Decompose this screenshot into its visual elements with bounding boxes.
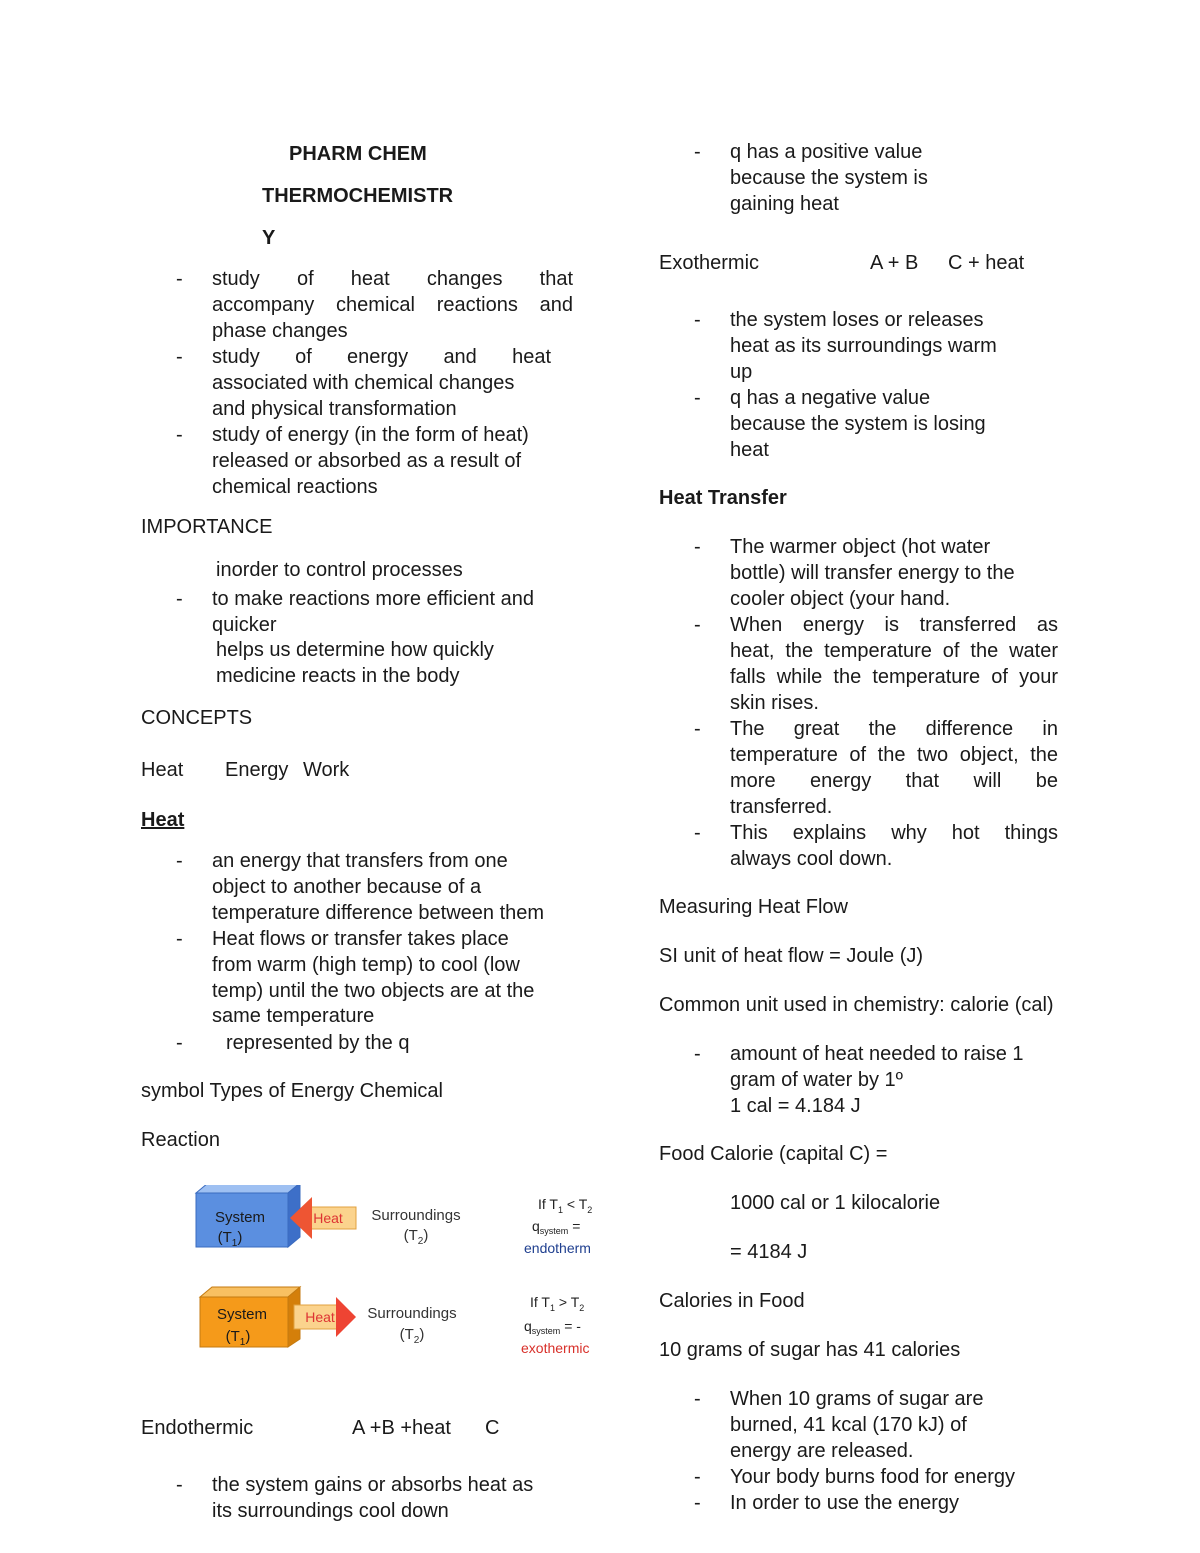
svg-text:Heat: Heat [305, 1309, 335, 1325]
list-item-line: cooler object (your hand. [730, 588, 951, 610]
heat-arrow-exo [336, 1297, 356, 1337]
list-item-line: the system gains or absorbs heat as [212, 1474, 534, 1496]
list-item-line: and physical transformation [212, 398, 457, 420]
exothermic-equation-product: C + heat [948, 252, 1025, 274]
list-item-line: chemical reactions [212, 476, 378, 498]
bullet-dash: - [176, 424, 183, 446]
bullet-dash: - [694, 614, 701, 636]
body-line: SI unit of heat flow = Joule (J) [659, 945, 924, 967]
list-item-line: because the system is [730, 167, 928, 189]
body-line: Reaction [141, 1129, 220, 1151]
list-item-line: burned, 41 kcal (170 kJ) of [730, 1414, 967, 1436]
bullet-dash: - [694, 1388, 701, 1410]
body-line: = 4184 J [730, 1241, 808, 1263]
list-item-line: associated with chemical changes [212, 372, 515, 394]
exothermic-diagram [200, 1287, 589, 1356]
list-item-line: up [730, 361, 753, 383]
list-item-line: its surroundings cool down [212, 1500, 449, 1522]
list-item-line: represented by the q [226, 1032, 410, 1054]
list-item-line: temperature of the two object, the [730, 744, 1058, 766]
list-item-line: heat as its surroundings warm [730, 335, 997, 357]
bullet-dash: - [176, 588, 183, 610]
list-item-line: always cool down. [730, 848, 893, 870]
list-item-line: falls while the temperature of your [730, 666, 1058, 688]
heat-heading: Heat [141, 809, 185, 831]
list-item-line: skin rises. [730, 692, 819, 714]
bullet-dash: - [694, 309, 701, 331]
body-line: Food Calorie (capital C) = [659, 1143, 888, 1165]
endothermic-label: endotherm [524, 1240, 591, 1256]
list-item-line: study of heat changes that [212, 268, 573, 290]
doc-subtitle: THERMOCHEMISTR [262, 185, 454, 207]
list-item-line: gram of water by 1º [730, 1069, 903, 1091]
bullet-dash: - [694, 1492, 701, 1514]
list-item-line: gaining heat [730, 193, 839, 215]
bullet-dash: - [694, 718, 701, 740]
list-item-line: an energy that transfers from one [212, 850, 508, 872]
list-item-line: q has a negative value [730, 387, 931, 409]
bullet-dash: - [176, 1032, 183, 1054]
list-item-line: The warmer object (hot water [730, 536, 991, 558]
bullet-dash: - [176, 268, 183, 290]
list-item-line: When 10 grams of sugar are [730, 1388, 984, 1410]
list-item-line: In order to use the energy [730, 1492, 960, 1514]
list-item-line: more energy that will be [730, 770, 1058, 792]
endothermic-label: Endothermic [141, 1417, 254, 1439]
doc-subtitle-cont: Y [262, 227, 276, 249]
concept-item: Work [303, 759, 350, 781]
bullet-dash: - [176, 850, 183, 872]
svg-text:qsystem = -: $q_{system}$ = - [524, 1318, 581, 1336]
svg-text:qsystem =: $q_{system}$ = [532, 1218, 581, 1236]
list-item-line: bottle) will transfer energy to the [730, 562, 1015, 584]
endothermic-diagram [196, 1185, 592, 1256]
list-item-line: temperature difference between them [212, 902, 545, 924]
system-label: System [214, 1209, 266, 1226]
list-item-line: This explains why hot things [730, 822, 1058, 844]
list-item-line: The great the difference in [730, 718, 1058, 740]
body-line: Common unit used in chemistry: calorie (cal) [659, 994, 1054, 1016]
svg-text:(T1): $(T_1)$ [225, 1328, 251, 1348]
list-item-line: heat [730, 439, 769, 461]
exothermic-equation: A + B [870, 252, 919, 274]
importance-line: quicker [212, 614, 277, 636]
endothermic-equation-product: C [485, 1417, 500, 1439]
concept-item: Energy [225, 759, 289, 781]
exothermic-label: Exothermic [659, 252, 760, 274]
body-line: 1000 cal or 1 kilocalorie [730, 1192, 941, 1214]
svg-text:Surroundings: Surroundings [371, 1207, 461, 1224]
concepts-heading: CONCEPTS [141, 707, 253, 729]
list-item-line: study of energy (in the form of heat) [212, 424, 529, 446]
list-item-line: temp) until the two objects are at the [212, 980, 535, 1002]
svg-text:(T2): $(T_2)$ [399, 1326, 425, 1346]
svg-text:(T1): $(T_1)$ [217, 1229, 243, 1249]
importance-line: medicine reacts in the body [216, 665, 460, 687]
heat-transfer-heading: Heat Transfer [659, 487, 787, 509]
body-line: symbol Types of Energy Chemical [141, 1080, 443, 1102]
bullet-dash: - [694, 387, 701, 409]
list-item-line: Your body burns food for energy [730, 1466, 1016, 1488]
list-item-line: q has a positive value [730, 141, 923, 163]
svg-text:(T2): $(T_2)$ [403, 1227, 429, 1247]
heat-flow-diagram [190, 1185, 610, 1360]
bullet-dash: - [694, 822, 701, 844]
body-line: Calories in Food [659, 1290, 805, 1312]
bullet-dash: - [694, 536, 701, 558]
endothermic-equation: A +B +heat [352, 1417, 451, 1439]
bullet-dash: - [176, 928, 183, 950]
bullet-dash: - [694, 1466, 701, 1488]
bullet-dash: - [694, 141, 701, 163]
body-line: 10 grams of sugar has 41 calories [659, 1339, 961, 1361]
list-item-line: from warm (high temp) to cool (low [212, 954, 520, 976]
list-item-line: because the system is losing [730, 413, 986, 435]
svg-text:Surroundings: Surroundings [367, 1305, 457, 1322]
bullet-dash: - [176, 346, 183, 368]
body-line: Measuring Heat Flow [659, 896, 848, 918]
bullet-dash: - [176, 1474, 183, 1496]
list-item-line: same temperature [212, 1005, 375, 1027]
list-item-line: amount of heat needed to raise 1 [730, 1043, 1024, 1065]
svg-text:Heat: Heat [313, 1210, 343, 1226]
list-item-line: Heat flows or transfer takes place [212, 928, 509, 950]
list-item-line: study of energy and heat [212, 346, 551, 368]
importance-line: inorder to control processes [216, 559, 463, 581]
concept-item: Heat [141, 759, 184, 781]
importance-line: helps us determine how quickly [216, 639, 494, 661]
svg-text:System: System [216, 1306, 268, 1323]
list-item-line: the system loses or releases [730, 309, 984, 331]
bullet-dash: - [694, 1043, 701, 1065]
doc-title: PHARM CHEM [289, 143, 427, 165]
exothermic-label: exothermic [521, 1340, 590, 1356]
svg-text:If T1 < T2: If $T_1 < T_2$ [538, 1196, 593, 1215]
importance-line: to make reactions more efficient and [212, 588, 535, 610]
list-item-line: accompany chemical reactions and [212, 294, 573, 316]
svg-text:If T1 > T2: If $T_1 > T_2$ [530, 1294, 585, 1313]
list-item-line: phase changes [212, 320, 348, 342]
list-item-line: object to another because of a [212, 876, 482, 898]
list-item-line: 1 cal = 4.184 J [730, 1095, 861, 1117]
importance-heading: IMPORTANCE [141, 516, 273, 538]
list-item-line: When energy is transferred as [730, 614, 1058, 636]
list-item-line: transferred. [730, 796, 833, 818]
list-item-line: energy are released. [730, 1440, 914, 1462]
list-item-line: released or absorbed as a result of [212, 450, 522, 472]
list-item-line: heat, the temperature of the water [730, 640, 1058, 662]
